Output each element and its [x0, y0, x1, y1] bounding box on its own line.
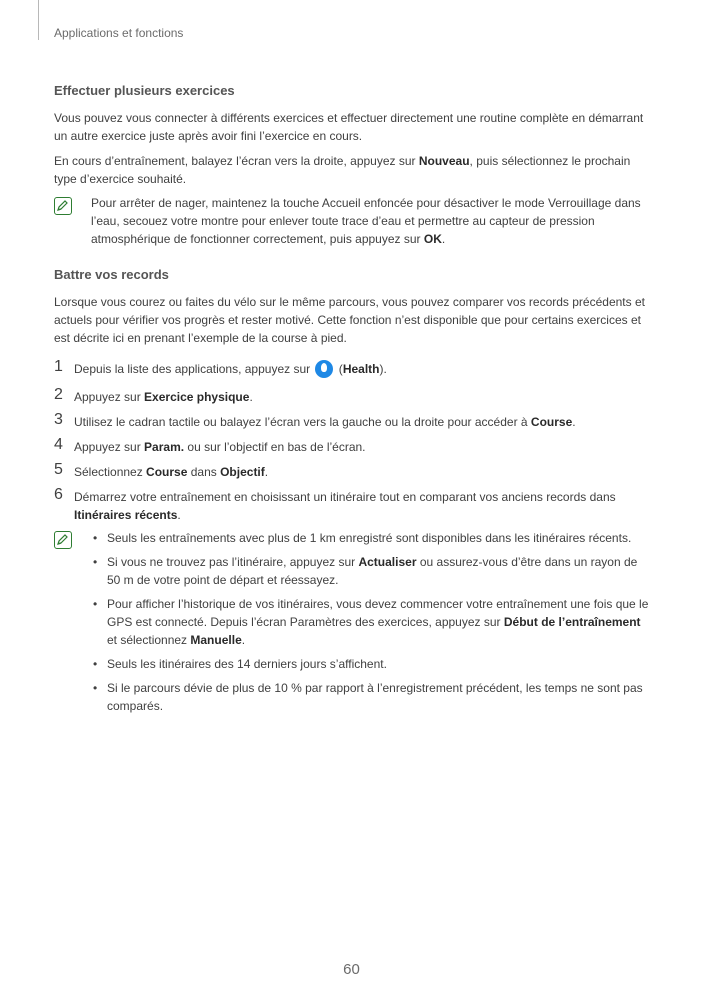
bold-ok: OK	[423, 232, 442, 246]
paragraph-new-exercise: En cours d’entraînement, balayez l’écran vers la droite, appuyez sur Nouveau, puis sélectionnez le prochain type d’exercice souhaité.	[54, 154, 631, 186]
bullet-dot: •	[93, 597, 98, 611]
heading-beat-records: Battre vos records	[54, 267, 169, 282]
page-number: 60	[343, 961, 360, 978]
bullet-item: • Pour afficher l’historique de vos itinéraires, vous devez commencer votre entraînement une fois que le GPS est connecté. Depuis l’écran Paramètres des exercices, appuyez sur Début de l’entraînement et sélectionnez Manuelle.	[93, 597, 649, 647]
step-number: 4	[54, 436, 63, 453]
bullet-dot: •	[93, 531, 98, 545]
bullet-item: • Seuls les itinéraires des 14 derniers jours s’affichent.	[93, 657, 387, 671]
heading-multiple-exercises: Effectuer plusieurs exercices	[54, 83, 235, 98]
bullet-dot: •	[93, 681, 98, 695]
step-3: 3 Utilisez le cadran tactile ou balayez l’écran vers la gauche ou la droite pour accéder à Course.	[54, 411, 576, 429]
bullet-dot: •	[93, 657, 98, 671]
bullet-item: • Si vous ne trouvez pas l’itinéraire, appuyez sur Actualiser ou assurez-vous d’être dans un rayon de 50 m de votre point de départ et réessayez.	[93, 555, 638, 587]
step-2: 2 Appuyez sur Exercice physique.	[54, 386, 253, 404]
header-rule	[38, 0, 39, 40]
bullet-item: • Seuls les entraînements avec plus de 1 km enregistré sont disponibles dans les itinéraires récents.	[93, 531, 632, 545]
step-6: 6 Démarrez votre entraînement en choisissant un itinéraire tout en comparant vos anciens records dans Itinéraires récents.	[54, 486, 616, 522]
paragraph-intro-records: Lorsque vous courez ou faites du vélo sur le même parcours, vous pouvez comparer vos records précédents et actuels pour vérifier vos progrès et rester motivé. Cette fonction n’est disponible que pour certains exercices et est décrite ici en prenant l’exemple de la course à pied.	[54, 295, 645, 345]
bullet-dot: •	[93, 555, 98, 569]
step-5: 5 Sélectionnez Course dans Objectif.	[54, 461, 269, 479]
section-header: Applications et fonctions	[54, 26, 184, 40]
note-swimming: Pour arrêter de nager, maintenez la touche Accueil enfoncée pour désactiver le mode Verrouillage dans l’eau, secouez votre montre pour enlever toute trace d’eau et permettre au capteur de pression atmosphérique de fonctionner correctement, puis appuyez sur OK.	[91, 196, 641, 246]
step-number: 6	[54, 486, 63, 503]
bullet-item: • Si le parcours dévie de plus de 10 % par rapport à l’enregistrement précédent, les temps ne sont pas comparés.	[93, 681, 643, 713]
health-app-icon	[315, 360, 333, 378]
note-icon	[54, 197, 72, 215]
step-number: 5	[54, 461, 63, 478]
bold-nouveau: Nouveau	[418, 154, 470, 168]
paragraph-intro-multiple: Vous pouvez vous connecter à différents exercices et effectuer directement une routine complète en démarrant un autre exercice juste après avoir fini l’exercice en cours.	[54, 111, 644, 143]
note-icon	[54, 531, 72, 549]
step-number: 1	[54, 358, 63, 375]
step-number: 2	[54, 386, 63, 403]
step-number: 3	[54, 411, 63, 428]
step-1: 1 Depuis la liste des applications, appuyez sur (Health).	[54, 358, 387, 376]
step-4: 4 Appuyez sur Param. ou sur l’objectif en bas de l’écran.	[54, 436, 366, 454]
